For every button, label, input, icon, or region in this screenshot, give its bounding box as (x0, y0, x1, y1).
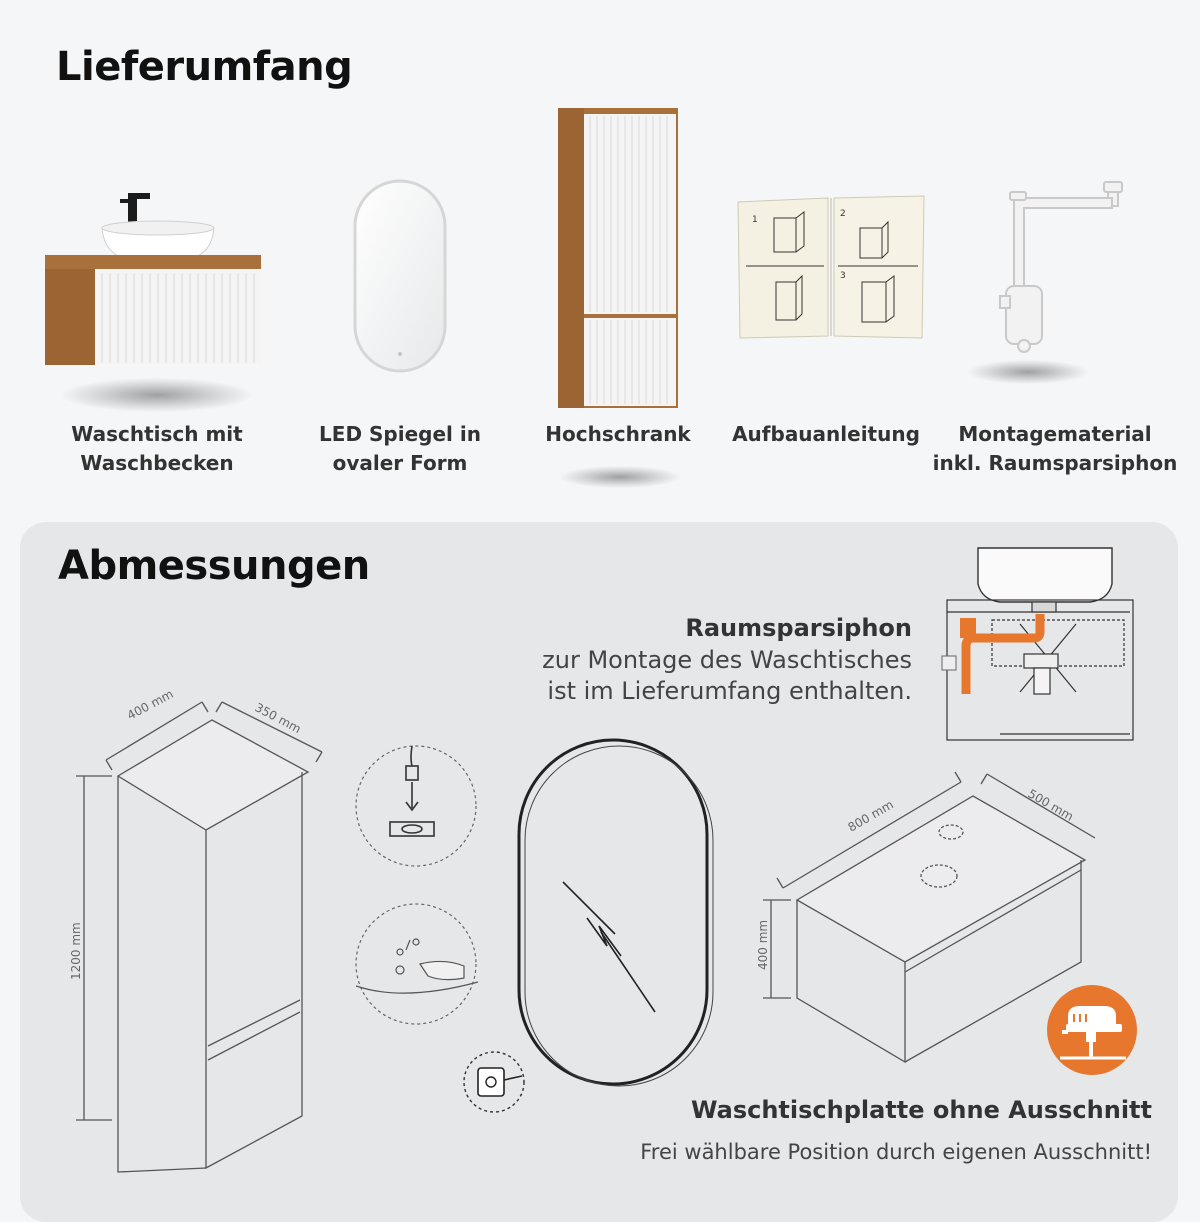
vanity-height: 400 mm (756, 919, 770, 970)
vanity-width: 800 mm (845, 797, 896, 835)
tall-cabinet-dimension-drawing (60, 680, 340, 1180)
tall-cabinet-shadow (560, 466, 680, 488)
product-label-siphon: Montagematerial inkl. Raumsparsiphon (932, 422, 1178, 475)
plug-icon (354, 744, 478, 868)
jigsaw-icon (1046, 984, 1138, 1076)
siphon-diagram (940, 544, 1140, 744)
product-label-mirror: LED Spiegel in ovaler Form (319, 422, 481, 475)
mirror-socket-icon (462, 1050, 526, 1114)
siphon-note-text: zur Montage des Waschtisches ist im Lieferumfang enthalten. (542, 646, 912, 705)
tall-cabinet-depth: 350 mm (252, 700, 304, 737)
manual-step-3: 3 (840, 271, 846, 281)
dimensions-heading: Abmessungen (58, 543, 370, 589)
product-label-vanity: Waschtisch mit Waschbecken (71, 422, 243, 475)
space-saving-siphon-icon (990, 178, 1130, 358)
siphon-note-title: Raumsparsiphon (685, 614, 912, 642)
manual-step-1: 1 (752, 215, 758, 225)
siphon-shadow (968, 360, 1088, 384)
vanity-shadow (62, 378, 252, 412)
tall-cabinet-width: 400 mm (124, 686, 176, 723)
oval-led-mirror-icon (352, 178, 448, 374)
touch-switch-icon (354, 902, 478, 1026)
product-label-tall-cabinet: Hochschrank (545, 422, 691, 446)
vanity-with-basin-icon (40, 185, 270, 375)
plate-note-text: Frei wählbare Position durch eigenen Ausschnitt! (640, 1140, 1152, 1164)
tall-cabinet-height: 1200 mm (69, 922, 83, 980)
vanity-dimension-drawing (755, 766, 1095, 1066)
plate-note-title: Waschtischplatte ohne Ausschnitt (691, 1096, 1152, 1124)
product-label-manual: Aufbauanleitung (732, 422, 920, 446)
manual-step-2: 2 (840, 209, 846, 219)
tall-cabinet-icon (556, 106, 680, 410)
oval-mirror-drawing (515, 736, 715, 1088)
scope-heading: Lieferumfang (56, 44, 353, 90)
assembly-manual-icon (736, 194, 926, 342)
vanity-depth: 500 mm (1025, 786, 1076, 824)
